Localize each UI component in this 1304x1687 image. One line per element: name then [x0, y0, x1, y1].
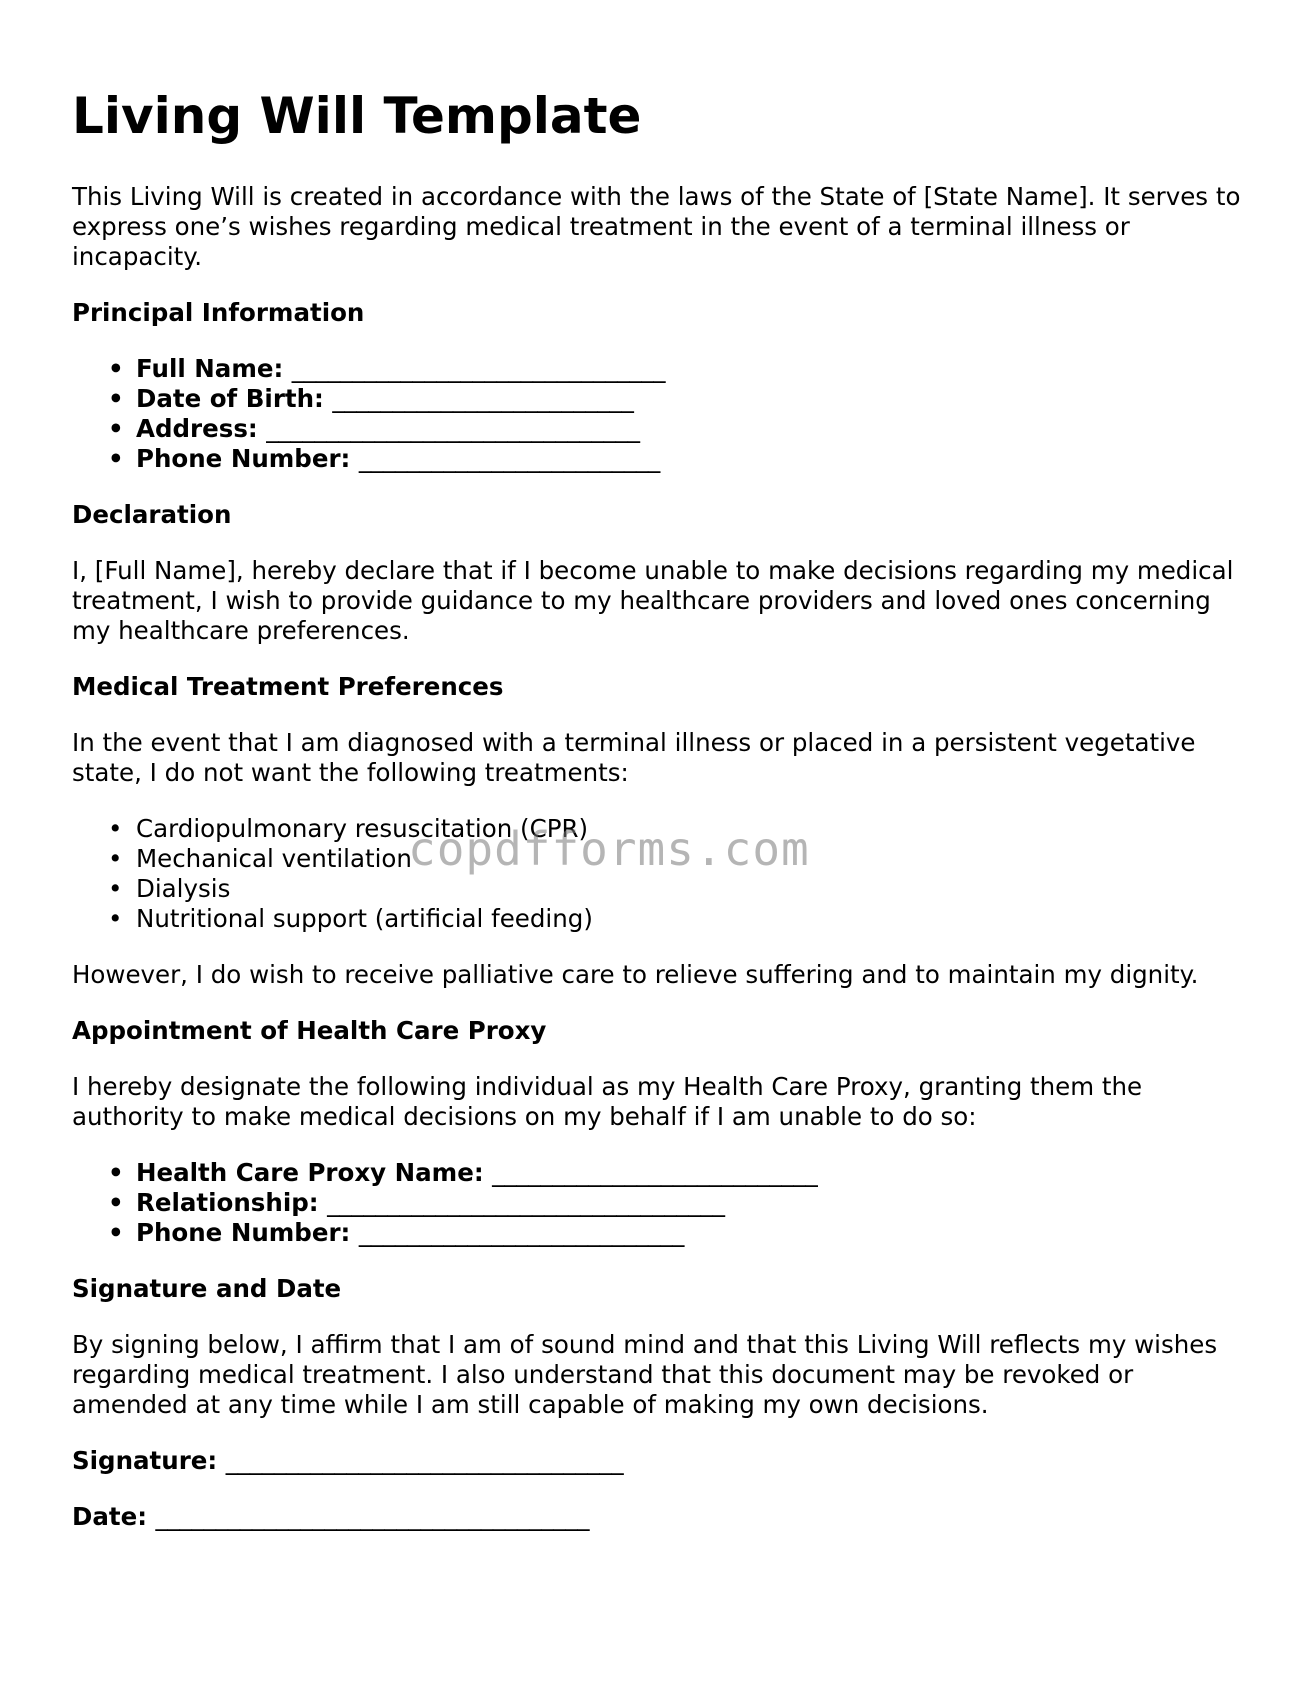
proxy-field-relationship: [136, 1188, 1242, 1218]
page-title: Living Will Template: [72, 87, 642, 145]
signature-label: Signature:: [72, 1446, 218, 1475]
blank-line: _________________________________: [225, 1446, 624, 1475]
principal-field-full-name: [136, 354, 1242, 384]
blank-line: _________________________: [358, 444, 661, 473]
blank-line: _______________________________: [291, 354, 666, 383]
field-label: Health Care Proxy Name:: [136, 1158, 484, 1187]
blank-line: ___________________________: [492, 1158, 818, 1187]
proxy-paragraph: I hereby designate the following individual as my Health Care Proxy, granting them the authority to make medical decisions on my behalf if I am unable to do so:: [72, 1072, 1143, 1131]
blank-line: ___________________________: [358, 1218, 685, 1247]
proxy-heading: Appointment of Health Care Proxy: [72, 1016, 547, 1045]
declaration-paragraph: I, [Full Name], hereby declare that if I become unable to make decisions regarding my medical treatment, I wish to provide guidance to my healthcare providers and loved ones concerning my healthcare preferences.: [72, 556, 1234, 645]
principal-field-list: [72, 354, 1242, 474]
list-item: • Dialysis: [136, 874, 1242, 904]
proxy-field-list: [72, 1158, 1242, 1248]
treatment-list: [72, 814, 1242, 934]
date-label: Date:: [72, 1502, 147, 1531]
watermark: copdfforms.com: [408, 822, 810, 876]
list-item: • Mechanical ventilation: [136, 844, 1242, 874]
signature-paragraph: By signing below, I affirm that I am of sound mind and that this Living Will reflects my wishes regarding medical treatment. I also understand that this document may be revoked or amended at any time while I am still capable of making my own decisions.: [72, 1330, 1218, 1419]
list-item: • Nutritional support (artificial feeding): [136, 904, 1242, 934]
field-label: Full Name:: [136, 354, 284, 383]
treatment-heading: Medical Treatment Preferences: [72, 672, 504, 701]
proxy-field-phone: [136, 1218, 1242, 1248]
blank-line: _______________________________: [266, 414, 640, 443]
date-line: [72, 1502, 1242, 1532]
field-label: Phone Number:: [136, 444, 351, 473]
field-label: Address:: [136, 414, 258, 443]
field-label: Date of Birth:: [136, 384, 324, 413]
principal-heading: Principal Information: [72, 298, 365, 327]
blank-line: _________________________________: [327, 1188, 725, 1217]
blank-line: _________________________: [332, 384, 634, 413]
signature-heading: Signature and Date: [72, 1274, 342, 1303]
list-item: • Cardiopulmonary resuscitation (CPR): [136, 814, 1242, 844]
principal-field-address: [136, 414, 1242, 444]
proxy-field-name: [136, 1158, 1242, 1188]
principal-field-dob: [136, 384, 1242, 414]
treatment-paragraph: In the event that I am diagnosed with a terminal illness or placed in a persistent vegetative state, I do not want the following treatments:: [72, 728, 1196, 787]
palliative-paragraph: However, I do wish to receive palliative care to relieve suffering and to maintain my dignity.: [72, 960, 1199, 989]
field-label: Relationship:: [136, 1188, 319, 1217]
signature-line: [72, 1446, 1242, 1476]
blank-line: ____________________________________: [155, 1502, 590, 1531]
field-label: Phone Number:: [136, 1218, 351, 1247]
document-page: [72, 86, 1242, 1558]
declaration-heading: Declaration: [72, 500, 232, 529]
intro-paragraph: This Living Will is created in accordance with the laws of the State of [State Name]. It serves to express one’s wishes regarding medical treatment in the event of a terminal illness or incapacity.: [72, 182, 1241, 271]
principal-field-phone: [136, 444, 1242, 474]
